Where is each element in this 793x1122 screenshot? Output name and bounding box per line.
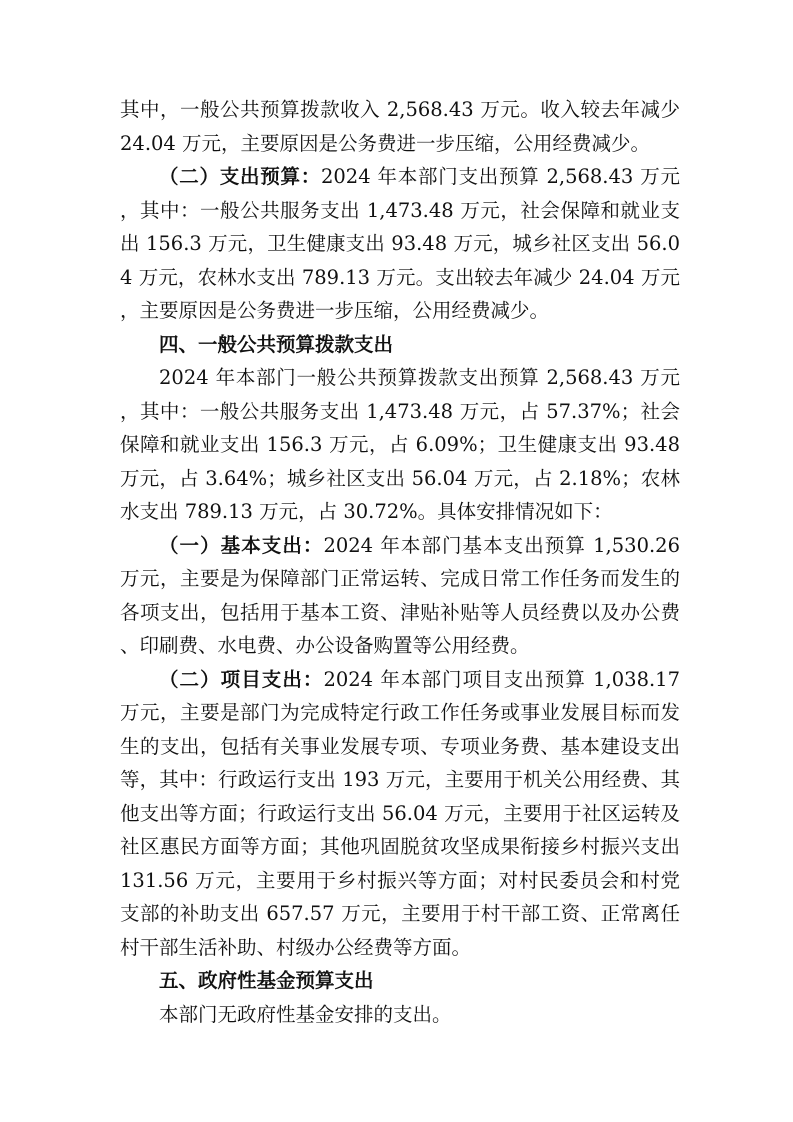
- expenditure-budget-paragraph: [120, 160, 680, 328]
- project-expenditure-text: 2024 年本部门项目支出预算 1,038.17 万元，主要是部门为完成特定行政工作任务或事业发展目标而发生的支出，包括有关事业发展专项、专项业务费、基本建设支出等，其中：行政运行支出 193 万元，主要用于机关公用经费、其他支出等方面；行政运行支出 56.04 万元，主要用于社区运转及社区惠民方面等方面；其他巩固脱贫攻坚成果衔接乡村振兴支出 131.56 万元，主要用于乡村振兴等方面；对村民委员会和村党支部的补助支出 657.57 万元，主要用于村干部工资、正常离任村干部生活补助、村级办公经费等方面。: [120, 667, 680, 959]
- expenditure-budget-label: （二）支出预算：: [159, 165, 321, 188]
- project-expenditure-label: （二）项目支出：: [159, 667, 324, 691]
- basic-expenditure-text: 2024 年本部门基本支出预算 1,530.26 万元，主要是为保障部门正常运转、完成日常工作任务而发生的各项支出，包括用于基本工资、津贴补贴等人员经费以及办公费、印刷费、水电费、办公设备购置等公用经费。: [120, 533, 680, 657]
- basic-expenditure-paragraph: [120, 529, 680, 663]
- section-heading-general-budget: 四、一般公共预算拨款支出: [159, 332, 394, 356]
- general-budget-text: 2024 年本部门一般公共预算拨款支出预算 2,568.43 万元，其中：一般公共服务支出 1,473.48 万元，占 57.37%；社会保障和就业支出 156.3 万元，占 6.09%；卫生健康支出 93.48 万元，占 3.64%；城乡社区支出 56.04 万元，占 2.18%；农林水支出 789.13 万元，占 30.72%。具体安排情况如下：: [120, 366, 680, 523]
- general-budget-paragraph: [120, 361, 680, 529]
- government-fund-text: 本部门无政府性基金安排的支出。: [159, 1002, 452, 1026]
- expenditure-budget-text: 2024 年本部门支出预算 2,568.43 万元，其中：一般公共服务支出 1,473.48 万元，社会保障和就业支出 156.3 万元，卫生健康支出 93.48 万元，城乡社区支出 56.04 万元，农林水支出 789.13 万元。支出较去年减少 24.04 万元，主要原因是公务费进一步压缩，公用经费减少。: [120, 165, 680, 322]
- basic-expenditure-label: （一）基本支出：: [159, 533, 324, 557]
- project-expenditure-paragraph: [120, 663, 680, 965]
- document-body: [120, 93, 680, 1031]
- government-fund-paragraph: [120, 998, 680, 1032]
- income-paragraph-continued: [120, 93, 680, 160]
- section-heading-government-fund: 五、政府性基金预算支出: [159, 969, 374, 992]
- income-text: 其中，一般公共预算拨款收入 2,568.43 万元。收入较去年减少 24.04 万元，主要原因是公务费进一步压缩，公用经费减少。: [120, 98, 680, 155]
